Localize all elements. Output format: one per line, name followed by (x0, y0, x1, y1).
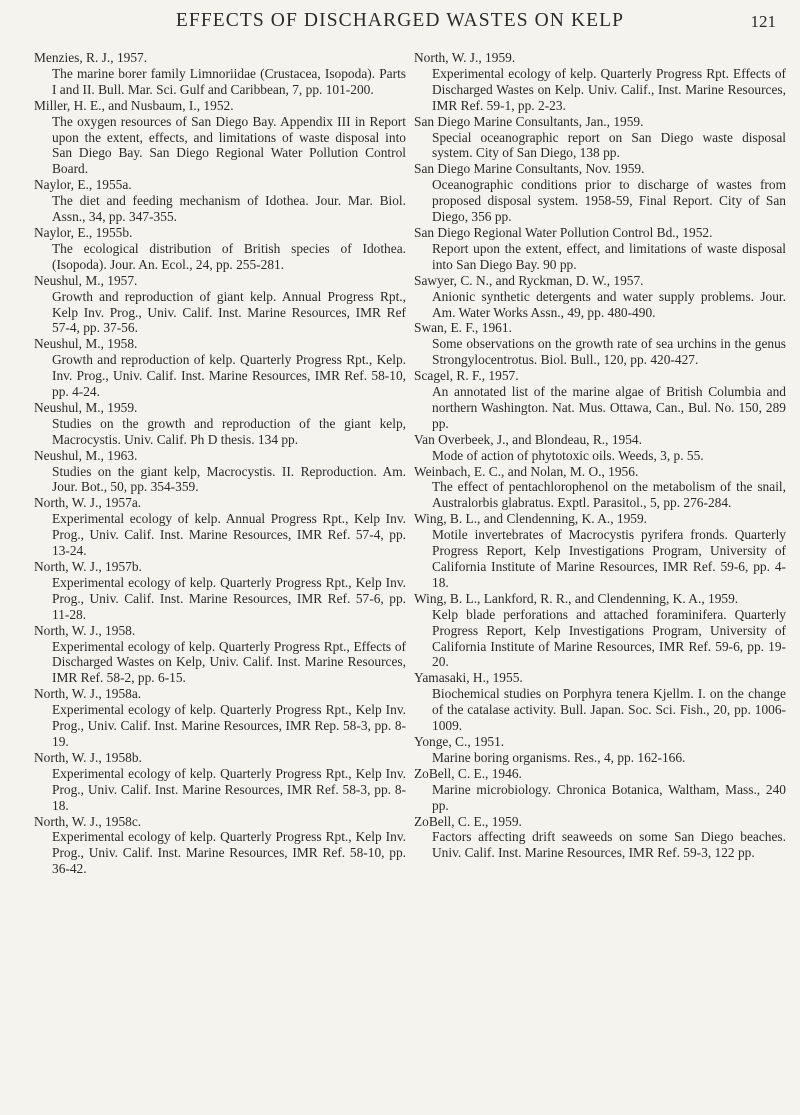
reference-author: Miller, H. E., and Nusbaum, I., 1952. (34, 97, 234, 113)
reference-citation: Experimental ecology of kelp. Quarterly Progress Rpt., Kelp Inv. Prog., Univ. Calif. Inst. Marine Resources, IMR Ref. 57-6, pp. 11-28. (52, 574, 406, 622)
reference-author: North, W. J., 1958c. (34, 813, 142, 829)
reference-author: Swan, E. F., 1961. (414, 320, 512, 336)
reference-entry (414, 814, 786, 862)
reference-author: Sawyer, C. N., and Ryckman, D. W., 1957. (414, 272, 644, 288)
reference-author: Wing, B. L., Lankford, R. R., and Clendenning, K. A., 1959. (414, 590, 739, 606)
reference-citation: Experimental ecology of kelp. Annual Progress Rpt., Kelp Inv. Prog., Univ. Calif. Inst. Marine Resources, IMR Ref. 57-4, pp. 13-24. (52, 511, 406, 559)
reference-citation: Factors affecting drift seaweeds on some San Diego beaches. Univ. Calif. Inst. Marine Resources, IMR Ref. 59-3, 122 pp. (432, 829, 786, 861)
reference-entry (34, 400, 406, 448)
reference-author: Naylor, E., 1955a. (34, 177, 132, 193)
reference-entry (34, 448, 406, 496)
reference-author: Yonge, C., 1951. (414, 733, 505, 749)
reference-entry (34, 98, 406, 178)
reference-author: Naylor, E., 1955b. (34, 224, 133, 240)
reference-citation: Some observations on the growth rate of sea urchins in the genus Strongylocentrotus. Biol. Bull., 120, pp. 420-427. (432, 336, 786, 368)
reference-entry (414, 464, 786, 512)
reference-author: North, W. J., 1957a. (34, 495, 142, 511)
reference-entry (34, 495, 406, 559)
reference-citation: Experimental ecology of kelp. Quarterly Progress Rpt., Kelp Inv. Prog., Univ. Calif. Inst. Marine Resources, IMR Ref. 58-3, pp. 8-18. (52, 765, 406, 813)
reference-citation: Mode of action of phytotoxic oils. Weeds, 3, p. 55. (432, 447, 704, 463)
reference-citation: Growth and reproduction of kelp. Quarterly Progress Rpt., Kelp. Inv. Prog., Univ. Calif. Inst. Marine Resources, IMR Ref. 58-10, pp. 4-24. (52, 352, 406, 400)
reference-entry (34, 750, 406, 814)
reference-author: Van Overbeek, J., and Blondeau, R., 1954. (414, 431, 642, 447)
reference-author: San Diego Marine Consultants, Nov. 1959. (414, 161, 645, 177)
reference-citation: The effect of pentachlorophenol on the metabolism of the snail, Australorbis glabratus. Exptl. Parasitol., 5, pp. 276-284. (432, 479, 786, 511)
reference-entry (414, 766, 786, 814)
reference-entry (34, 623, 406, 687)
reference-citation: An annotated list of the marine algae of British Columbia and northern Washington. Nat. Mus. Ottawa, Can., Bul. No. 150, 289 pp. (432, 384, 786, 431)
reference-author: North, W. J., 1958. (34, 622, 136, 638)
reference-citation: Kelp blade perforations and attached foraminifera. Quarterly Progress Report, Kelp Investigations Program, University of California Institute of Marine Resources, IMR Ref. 59-6, pp. 19-20. (432, 606, 786, 670)
reference-citation: The marine borer family Limnoriidae (Crustacea, Isopoda). Parts I and II. Bull. Mar. Sci. Gulf and Caribbean, 7, pp. 101-200. (52, 65, 406, 97)
reference-entry (414, 273, 786, 321)
reference-entry (34, 177, 406, 225)
reference-author: ZoBell, C. E., 1959. (414, 813, 522, 829)
reference-author: Scagel, R. F., 1957. (414, 368, 519, 384)
reference-citation: Marine microbiology. Chronica Botanica, Waltham, Mass., 240 pp. (432, 781, 786, 813)
reference-author: North, W. J., 1958a. (34, 686, 142, 702)
reference-citation: The oxygen resources of San Diego Bay. Appendix III in Report upon the extent, effects, and limitations of waste disposal into San Diego Bay. San Diego Regional Water Pollution Control Board. (52, 113, 406, 177)
running-title: EFFECTS OF DISCHARGED WASTES ON KELP (175, 10, 625, 31)
reference-citation: Studies on the growth and reproduction of the giant kelp, Macrocystis. Univ. Calif. Ph D thesis. 134 pp. (52, 415, 406, 447)
reference-entry (34, 814, 406, 878)
reference-entry (414, 670, 786, 734)
reference-citation: Growth and reproduction of giant kelp. Annual Progress Rpt., Kelp Inv. Prog., Univ. Calif. Inst. Marine Resources, IMR Ref 57-4, pp. 37-56. (52, 288, 406, 336)
reference-citation: Anionic synthetic detergents and water supply problems. Jour. Am. Water Works Assn., 49, pp. 480-490. (432, 288, 786, 320)
reference-author: Wing, B. L., and Clendenning, K. A., 1959. (414, 511, 648, 527)
reference-citation: Studies on the giant kelp, Macrocystis. II. Reproduction. Am. Jour. Bot., 50, pp. 354-359. (52, 463, 406, 495)
reference-author: North, W. J., 1959. (414, 50, 516, 65)
reference-entry (34, 336, 406, 400)
reference-author: ZoBell, C. E., 1946. (414, 765, 522, 781)
reference-entry (414, 734, 786, 766)
reference-entry (34, 559, 406, 623)
reference-citation: Marine boring organisms. Res., 4, pp. 162-166. (432, 749, 686, 765)
reference-author: North, W. J., 1958b. (34, 749, 142, 765)
reference-author: Neushul, M., 1957. (34, 272, 138, 288)
page-header (0, 10, 800, 36)
reference-author: North, W. J., 1957b. (34, 559, 142, 574)
reference-citation: Report upon the extent, effect, and limitations of waste disposal into San Diego Bay. 90 pp. (432, 240, 786, 272)
reference-citation: The diet and feeding mechanism of Idothea. Jour. Mar. Biol. Assn., 34, pp. 347-355. (52, 193, 406, 225)
reference-entry (414, 591, 786, 671)
reference-citation: Oceanographic conditions prior to discharge of wastes from proposed disposal system. 1958-59, Final Report. City of San Diego, 356 pp. (432, 177, 786, 225)
reference-entry (414, 114, 786, 162)
reference-citation: Experimental ecology of kelp. Quarterly Progress Rpt. Effects of Discharged Wastes on Kelp. Univ. Calif., Inst. Marine Resources, IMR Ref. 59-1, pp. 2-23. (432, 65, 786, 113)
reference-entry (34, 50, 406, 98)
reference-entry (414, 320, 786, 368)
reference-entry (414, 225, 786, 273)
reference-citation: The ecological distribution of British species of Idothea. (Isopoda). Jour. An. Ecol., 24, pp. 255-281. (52, 240, 406, 272)
reference-author: San Diego Regional Water Pollution Control Bd., 1952. (414, 224, 713, 240)
reference-entry (414, 161, 786, 225)
reference-citation: Experimental ecology of kelp. Quarterly Progress Rpt., Effects of Discharged Wastes on Kelp, Univ. Calif. Inst. Marine Resources, IMR Ref. 58-2, pp. 6-15. (52, 638, 406, 686)
reference-author: Neushul, M., 1959. (34, 399, 138, 415)
reference-citation: Special oceanographic report on San Diego waste disposal system. City of San Diego, 138 pp. (432, 129, 786, 161)
reference-entry (34, 273, 406, 337)
reference-entry (34, 686, 406, 750)
references-left-column (34, 50, 406, 877)
page-number: 121 (750, 12, 776, 31)
reference-author: Yamasaki, H., 1955. (414, 670, 523, 686)
reference-entry (414, 511, 786, 591)
reference-entry (414, 432, 786, 464)
reference-citation: Biochemical studies on Porphyra tenera Kjellm. I. on the change of the catalase activity. Bull. Japan. Soc. Sci. Fish., 20, pp. 1006-1009. (432, 686, 786, 734)
references-right-column (414, 50, 786, 861)
reference-author: Weinbach, E. C., and Nolan, M. O., 1956. (414, 463, 639, 479)
reference-citation: Experimental ecology of kelp. Quarterly Progress Rpt., Kelp Inv. Prog., Univ. Calif. Inst. Marine Resources, IMR Ref. 58-10, pp. 36-42. (52, 829, 406, 877)
reference-citation: Motile invertebrates of Macrocystis pyrifera fronds. Quarterly Progress Report, Kelp Investigations Program, University of California Institute of Marine Resources, IMR Ref. 59-6, pp. 4-18. (432, 527, 786, 590)
reference-citation: Experimental ecology of kelp. Quarterly Progress Rpt., Kelp Inv. Prog., Univ. Calif. Inst. Marine Resources, IMR Rep. 58-3, pp. 8-19. (52, 702, 406, 749)
reference-author: Menzies, R. J., 1957. (34, 50, 148, 65)
reference-author: San Diego Marine Consultants, Jan., 1959. (414, 113, 644, 129)
reference-entry (414, 50, 786, 114)
reference-author: Neushul, M., 1958. (34, 336, 138, 352)
reference-entry (414, 368, 786, 432)
reference-entry (34, 225, 406, 273)
reference-author: Neushul, M., 1963. (34, 447, 138, 463)
